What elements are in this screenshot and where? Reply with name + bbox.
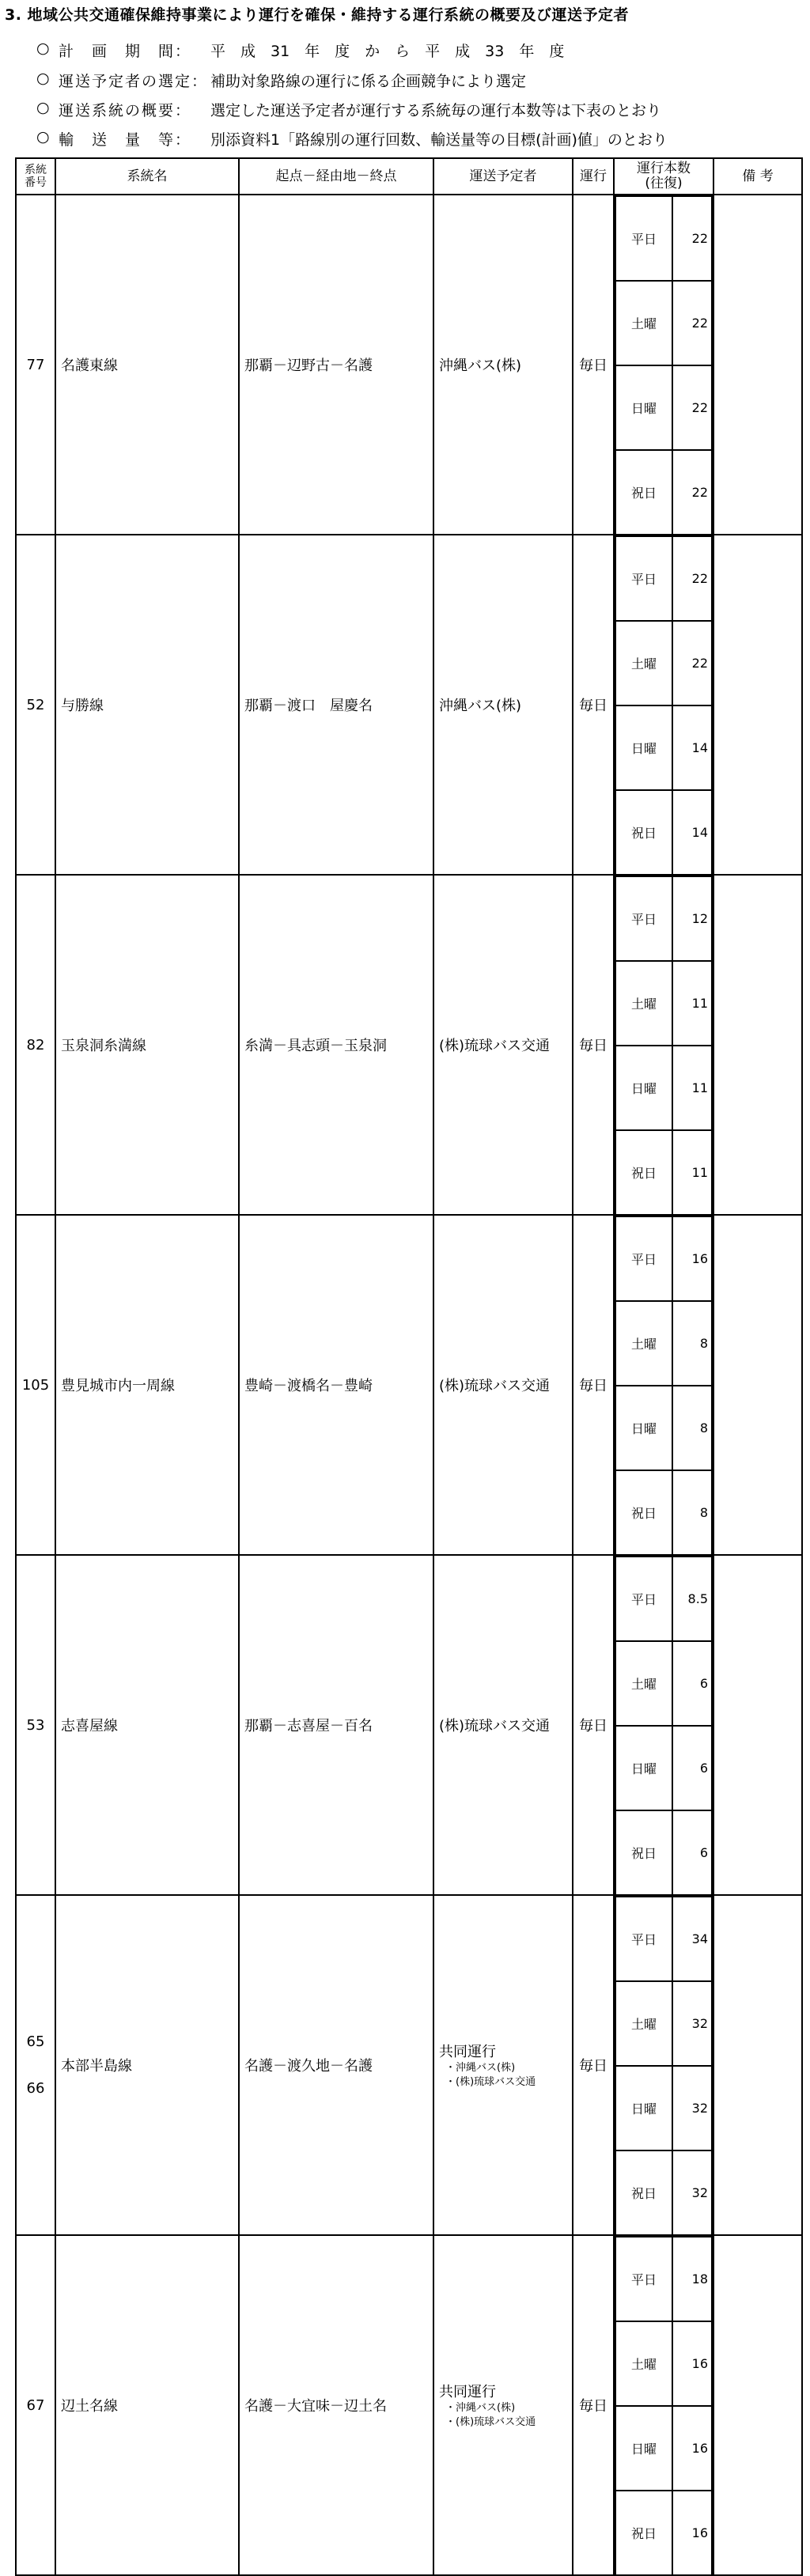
- trip-count: 16: [672, 1216, 712, 1301]
- trip-count: 22: [672, 281, 712, 365]
- route-number: 77: [16, 195, 55, 535]
- trip-count: 12: [672, 876, 712, 961]
- day-type-label: 祝日: [615, 2150, 672, 2234]
- route-name: 玉泉洞糸満線: [55, 875, 239, 1215]
- trip-count: 22: [672, 196, 712, 281]
- trip-count: 32: [672, 2150, 712, 2234]
- day-type-label: 日曜: [615, 1046, 672, 1130]
- frequency-row: [615, 365, 712, 450]
- frequency-row: [615, 705, 712, 790]
- day-type-label: 平日: [615, 536, 672, 621]
- circle-bullet: ○: [36, 70, 50, 87]
- table-row: [16, 2235, 802, 2575]
- day-type-label: 日曜: [615, 365, 672, 450]
- frequency-row: [615, 1130, 712, 1214]
- frequency-row: [615, 2150, 712, 2234]
- route-number: [16, 1895, 55, 2235]
- frequency-row: [615, 1046, 712, 1130]
- route-path: 那覇－志喜屋－百名: [239, 1555, 433, 1895]
- trip-count: 14: [672, 705, 712, 790]
- day-type-label: 土曜: [615, 621, 672, 705]
- route-name: 与勝線: [55, 535, 239, 875]
- header-name: 系統名: [55, 158, 239, 195]
- route-name: 志喜屋線: [55, 1555, 239, 1895]
- table-row: [16, 535, 802, 875]
- note-cell: [713, 535, 802, 875]
- table-row: [16, 875, 802, 1215]
- service-days: 毎日: [573, 1895, 614, 2235]
- frequency-row: [615, 961, 712, 1046]
- trip-count: 8: [672, 1386, 712, 1470]
- frequency-row: [615, 1470, 712, 1554]
- frequency-row: [615, 2321, 712, 2406]
- note-cell: [713, 875, 802, 1215]
- note-cell: [713, 1895, 802, 2235]
- trip-count: 22: [672, 536, 712, 621]
- table-row: [16, 1555, 802, 1895]
- joint-operator-1: ・沖縄バス(株): [445, 2402, 516, 2414]
- info-row-volume: [36, 128, 668, 149]
- trip-count: 34: [672, 1897, 712, 1981]
- frequency-row: [615, 2491, 712, 2574]
- route-path: 名護－大宜味－辺土名: [239, 2235, 433, 2575]
- frequency-row: [615, 1897, 712, 1981]
- frequency-row: [615, 1810, 712, 1894]
- header-operator: 運送予定者: [433, 158, 573, 195]
- day-type-label: 平日: [615, 1216, 672, 1301]
- frequency-row: [615, 1216, 712, 1301]
- operator-name: 共同運行: [439, 2384, 496, 2400]
- day-type-label: 土曜: [615, 2321, 672, 2406]
- route-number: 105: [16, 1215, 55, 1555]
- day-type-label: 土曜: [615, 1981, 672, 2066]
- info-row-overview: [36, 99, 661, 120]
- operator-name: 共同運行: [439, 2044, 496, 2060]
- info-value: 平 成 31 年 度 か ら 平 成 33 年 度: [210, 43, 565, 60]
- service-days: 毎日: [573, 1555, 614, 1895]
- day-type-label: 祝日: [615, 1130, 672, 1214]
- route-path: 名護－渡久地－名護: [239, 1895, 433, 2235]
- note-cell: [713, 2235, 802, 2575]
- frequency-row: [615, 536, 712, 621]
- day-type-label: 日曜: [615, 1386, 672, 1470]
- route-path: 豊崎－渡橋名－豊崎: [239, 1215, 433, 1555]
- header-frequency: 運行本数 (往復): [614, 158, 713, 195]
- circle-bullet: ○: [36, 40, 50, 57]
- trip-count: 22: [672, 621, 712, 705]
- service-days: 毎日: [573, 195, 614, 535]
- trip-count: 16: [672, 2321, 712, 2406]
- route-name: 本部半島線: [55, 1895, 239, 2235]
- trip-count: 11: [672, 1046, 712, 1130]
- day-type-label: 平日: [615, 1557, 672, 1641]
- header-note: 備 考: [713, 158, 802, 195]
- day-type-label: 祝日: [615, 450, 672, 534]
- trip-count: 32: [672, 2066, 712, 2150]
- route-name: 名護東線: [55, 195, 239, 535]
- route-path: 那覇－渡口 屋慶名: [239, 535, 433, 875]
- trip-count: 32: [672, 1981, 712, 2066]
- circle-bullet: ○: [36, 128, 50, 146]
- trip-count: 11: [672, 1130, 712, 1214]
- day-type-label: 祝日: [615, 790, 672, 874]
- info-label: 運送予定者の選定：: [59, 73, 209, 90]
- frequency-row: [615, 196, 712, 281]
- route-number: 53: [16, 1555, 55, 1895]
- trip-count: 8.5: [672, 1557, 712, 1641]
- route-number-a: 65: [26, 2033, 45, 2050]
- operator-cell: [433, 875, 573, 1215]
- frequency-row: [615, 450, 712, 534]
- circle-bullet: ○: [36, 99, 50, 116]
- frequency-row: [615, 621, 712, 705]
- day-type-label: 平日: [615, 196, 672, 281]
- day-type-label: 平日: [615, 1897, 672, 1981]
- operator-cell: [433, 2235, 573, 2575]
- info-row-selection: [36, 70, 526, 91]
- service-days: 毎日: [573, 2235, 614, 2575]
- frequency-cell: [614, 535, 713, 875]
- operator-name: 沖縄バス(株): [439, 698, 522, 714]
- frequency-row: [615, 2237, 712, 2321]
- day-type-label: 平日: [615, 2237, 672, 2321]
- day-type-label: 祝日: [615, 1810, 672, 1894]
- operator-cell: [433, 1555, 573, 1895]
- info-label: 計 画 期 間：: [59, 43, 192, 60]
- trip-count: 6: [672, 1810, 712, 1894]
- frequency-row: [615, 281, 712, 365]
- trip-count: 6: [672, 1726, 712, 1810]
- joint-operator-1: ・沖縄バス(株): [445, 2062, 516, 2074]
- info-row-period: [36, 40, 564, 61]
- route-name: 辺土名線: [55, 2235, 239, 2575]
- frequency-cell: [614, 1555, 713, 1895]
- header-num: 系統 番号: [16, 158, 55, 195]
- day-type-label: 日曜: [615, 705, 672, 790]
- joint-operator-2: ・(株)琉球バス交通: [445, 2076, 536, 2088]
- route-path: 那覇－辺野古－名護: [239, 195, 433, 535]
- trip-count: 16: [672, 2491, 712, 2574]
- info-label: 輸 送 量 等：: [59, 131, 192, 149]
- trip-count: 22: [672, 365, 712, 450]
- trip-count: 11: [672, 961, 712, 1046]
- frequency-row: [615, 1641, 712, 1726]
- day-type-label: 日曜: [615, 1726, 672, 1810]
- operator-cell: [433, 535, 573, 875]
- frequency-cell: [614, 875, 713, 1215]
- trip-count: 22: [672, 450, 712, 534]
- frequency-row: [615, 790, 712, 874]
- trip-count: 16: [672, 2406, 712, 2491]
- day-type-label: 日曜: [615, 2066, 672, 2150]
- route-name: 豊見城市内一周線: [55, 1215, 239, 1555]
- operator-name: (株)琉球バス交通: [439, 1718, 551, 1734]
- route-table: [15, 157, 803, 2576]
- frequency-row: [615, 2406, 712, 2491]
- frequency-cell: [614, 2235, 713, 2575]
- operator-cell: [433, 1215, 573, 1555]
- route-number: 52: [16, 535, 55, 875]
- frequency-row: [615, 1301, 712, 1386]
- operator-name: 沖縄バス(株): [439, 357, 522, 374]
- note-cell: [713, 1555, 802, 1895]
- trip-count: 6: [672, 1641, 712, 1726]
- service-days: 毎日: [573, 535, 614, 875]
- frequency-row: [615, 1386, 712, 1470]
- table-row: [16, 1215, 802, 1555]
- day-type-label: 土曜: [615, 1641, 672, 1726]
- joint-operator-2: ・(株)琉球バス交通: [445, 2416, 536, 2428]
- info-label: 運送系統の概要：: [59, 102, 192, 119]
- table-row: [16, 1895, 802, 2235]
- frequency-row: [615, 2066, 712, 2150]
- note-cell: [713, 195, 802, 535]
- trip-count: 18: [672, 2237, 712, 2321]
- operator-name: (株)琉球バス交通: [439, 1378, 551, 1394]
- day-type-label: 土曜: [615, 281, 672, 365]
- operator-name: (株)琉球バス交通: [439, 1038, 551, 1054]
- note-cell: [713, 1215, 802, 1555]
- table-header-row: [16, 158, 802, 195]
- trip-count: 8: [672, 1470, 712, 1554]
- frequency-cell: [614, 1895, 713, 2235]
- header-service: 運行: [573, 158, 614, 195]
- frequency-row: [615, 876, 712, 961]
- header-route: 起点－経由地－終点: [239, 158, 433, 195]
- day-type-label: 祝日: [615, 2491, 672, 2574]
- frequency-cell: [614, 195, 713, 535]
- route-path: 糸満－具志頭－玉泉洞: [239, 875, 433, 1215]
- day-type-label: 日曜: [615, 2406, 672, 2491]
- day-type-label: 土曜: [615, 961, 672, 1046]
- route-number: 82: [16, 875, 55, 1215]
- frequency-cell: [614, 1215, 713, 1555]
- info-value: 選定した運送予定者が運行する系統毎の運行本数等は下表のとおり: [210, 102, 662, 119]
- info-value: 補助対象路線の運行に係る企画競争により選定: [210, 73, 527, 90]
- day-type-label: 土曜: [615, 1301, 672, 1386]
- frequency-row: [615, 1981, 712, 2066]
- day-type-label: 祝日: [615, 1470, 672, 1554]
- day-type-label: 平日: [615, 876, 672, 961]
- service-days: 毎日: [573, 875, 614, 1215]
- route-number-b: 66: [26, 2080, 45, 2097]
- service-days: 毎日: [573, 1215, 614, 1555]
- operator-cell: [433, 1895, 573, 2235]
- table-row: [16, 195, 802, 535]
- section-heading: 3. 地域公共交通確保維持事業により運行を確保・維持する運行系統の概要及び運送予定者: [5, 6, 630, 24]
- frequency-row: [615, 1726, 712, 1810]
- operator-cell: [433, 195, 573, 535]
- trip-count: 14: [672, 790, 712, 874]
- trip-count: 8: [672, 1301, 712, 1386]
- info-value: 別添資料1「路線別の運行回数、輸送量等の目標(計画)値」のとおり: [210, 131, 668, 149]
- frequency-row: [615, 1557, 712, 1641]
- route-number: 67: [16, 2235, 55, 2575]
